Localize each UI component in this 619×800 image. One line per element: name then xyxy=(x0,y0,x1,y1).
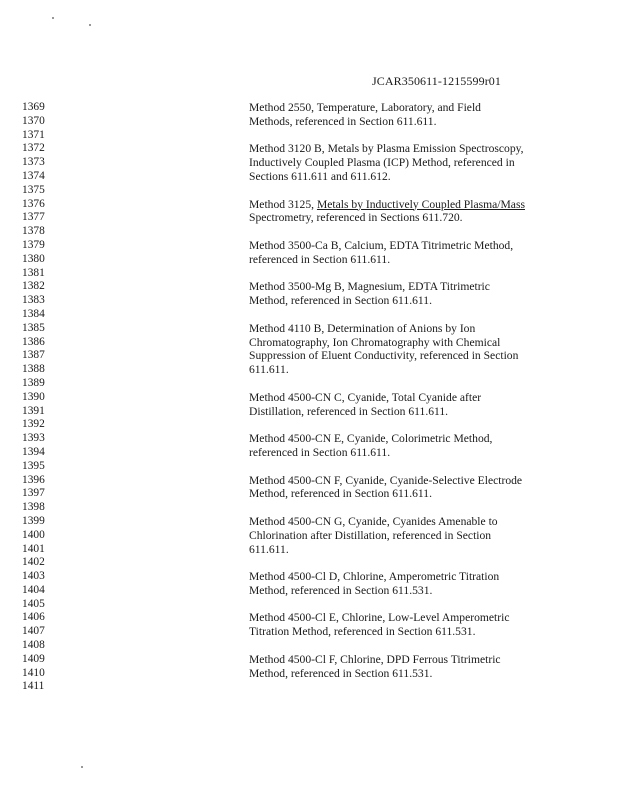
line-number: 1408 xyxy=(22,639,45,652)
method-entry xyxy=(249,239,549,267)
line-number: 1370 xyxy=(22,114,45,127)
line-number: 1376 xyxy=(22,197,45,210)
line-number: 1383 xyxy=(22,294,45,307)
line-number: 1393 xyxy=(22,432,45,445)
method-entry-line: Sections 611.611 and 611.612. xyxy=(249,169,391,183)
method-entry-line: Method 4500-CN G, Cyanide, Cyanides Amenable to xyxy=(249,514,498,528)
method-entry-line: Method 3500-Mg B, Magnesium, EDTA Titrimetric xyxy=(249,280,490,294)
method-entry-line: Method, referenced in Section 611.531. xyxy=(249,666,433,680)
method-entry xyxy=(249,474,549,502)
method-entry-line: Method 2550, Temperature, Laboratory, and Field xyxy=(249,101,481,114)
blank-line xyxy=(249,184,549,198)
method-entry-line: Method 4500-Cl F, Chlorine, DPD Ferrous Titrimetric xyxy=(249,652,501,666)
method-entry-line: referenced in Section 611.611. xyxy=(249,252,391,266)
line-number: 1388 xyxy=(22,363,45,376)
method-entry xyxy=(249,570,549,598)
line-number: 1395 xyxy=(22,459,45,472)
line-number: 1394 xyxy=(22,445,45,458)
line-number: 1373 xyxy=(22,156,45,169)
blank-line xyxy=(249,556,549,570)
blank-line xyxy=(249,418,549,432)
method-entry-line: Method 4500-CN F, Cyanide, Cyanide-Selective Electrode xyxy=(249,473,523,487)
method-entry xyxy=(249,101,549,129)
line-number: 1379 xyxy=(22,238,45,251)
blank-line xyxy=(249,598,549,612)
method-entry xyxy=(249,322,549,377)
method-entry xyxy=(249,653,549,681)
method-entry-line: Chromatography, Ion Chromatography with Chemical xyxy=(249,335,501,349)
method-entry xyxy=(249,432,549,460)
line-number: 1387 xyxy=(22,349,45,362)
scan-speck xyxy=(89,24,91,26)
line-number: 1378 xyxy=(22,225,45,238)
method-entry-line: Method 4500-CN E, Cyanide, Colorimetric Method, xyxy=(249,432,493,446)
method-entry xyxy=(249,142,549,183)
line-number: 1372 xyxy=(22,142,45,155)
method-entry-line: Distillation, referenced in Section 611.611. xyxy=(249,404,449,418)
method-entry xyxy=(249,611,549,639)
line-number: 1385 xyxy=(22,321,45,334)
method-entry-line: Suppression of Eluent Conductivity, referenced in Section xyxy=(249,349,519,363)
method-entry-line xyxy=(249,198,549,212)
line-number: 1400 xyxy=(22,528,45,541)
method-entry-line: Chlorination after Distillation, referenced in Section xyxy=(249,528,492,542)
blank-line xyxy=(249,267,549,281)
blank-line xyxy=(249,460,549,474)
line-number: 1391 xyxy=(22,404,45,417)
method-entry xyxy=(249,280,549,308)
line-number-column xyxy=(22,101,62,694)
blank-line xyxy=(249,639,549,653)
line-number: 1397 xyxy=(22,487,45,500)
line-number: 1382 xyxy=(22,280,45,293)
method-entry-line: Method 3120 B, Metals by Plasma Emission Spectroscopy, xyxy=(249,142,524,156)
method-entry-line: Method 4500-Cl E, Chlorine, Low-Level Amperometric xyxy=(249,611,510,625)
line-number: 1374 xyxy=(22,169,45,182)
method-entry-line: Method 4110 B, Determination of Anions by Ion xyxy=(249,321,476,335)
method-entry xyxy=(249,198,549,226)
underlined-text: Metals by Inductively Coupled Plasma/Mass xyxy=(316,197,525,211)
method-entry-line: Method 4500-CN C, Cyanide, Total Cyanide after xyxy=(249,390,482,404)
method-entry xyxy=(249,515,549,556)
line-number: 1375 xyxy=(22,183,45,196)
line-number: 1406 xyxy=(22,611,45,624)
line-number: 1381 xyxy=(22,266,45,279)
method-entry-line: Methods, referenced in Section 611.611. xyxy=(249,114,437,128)
method-entry-line: 611.611. xyxy=(249,542,289,556)
blank-line xyxy=(249,308,549,322)
line-number: 1403 xyxy=(22,570,45,583)
method-list xyxy=(249,101,549,694)
method-entry-line: Spectrometry, referenced in Sections 611.720. xyxy=(249,211,463,225)
line-number: 1410 xyxy=(22,666,45,679)
line-number: 1386 xyxy=(22,335,45,348)
blank-line xyxy=(249,680,549,694)
line-number: 1401 xyxy=(22,542,45,555)
scan-speck xyxy=(52,17,54,19)
line-number: 1398 xyxy=(22,501,45,514)
blank-line xyxy=(249,501,549,515)
line-number: 1369 xyxy=(22,101,45,113)
line-number: 1404 xyxy=(22,583,45,596)
line-number: 1409 xyxy=(22,652,45,665)
line-number: 1411 xyxy=(22,680,45,693)
method-entry-line: 611.611. xyxy=(249,363,289,377)
line-number: 1407 xyxy=(22,625,45,638)
line-number: 1405 xyxy=(22,597,45,610)
method-entry-line: referenced in Section 611.611. xyxy=(249,445,391,459)
blank-line xyxy=(249,129,549,143)
method-entry-line: Method 3500-Ca B, Calcium, EDTA Titrimetric Method, xyxy=(249,238,514,252)
document-id: JCAR350611-1215599r01 xyxy=(372,74,501,88)
method-entry xyxy=(249,391,549,419)
method-entry-line: Inductively Coupled Plasma (ICP) Method, referenced in xyxy=(249,156,515,170)
line-number: 1399 xyxy=(22,514,45,527)
line-number: 1377 xyxy=(22,211,45,224)
method-entry-line: Method, referenced in Section 611.611. xyxy=(249,294,432,308)
line-number: 1390 xyxy=(22,390,45,403)
line-number: 1396 xyxy=(22,473,45,486)
line-number: 1389 xyxy=(22,376,45,389)
entry-text: Method 3125, xyxy=(249,197,317,211)
method-entry-line: Titration Method, referenced in Section 611.531. xyxy=(249,625,476,639)
line-number: 1384 xyxy=(22,307,45,320)
line-number: 1380 xyxy=(22,252,45,265)
method-entry-line: Method, referenced in Section 611.611. xyxy=(249,487,432,501)
line-number: 1402 xyxy=(22,556,45,569)
blank-line xyxy=(249,377,549,391)
method-entry-line: Method 4500-Cl D, Chlorine, Amperometric Titration xyxy=(249,570,500,584)
scan-speck xyxy=(81,766,83,768)
blank-line xyxy=(249,225,549,239)
line-number: 1371 xyxy=(22,128,45,141)
line-number: 1392 xyxy=(22,418,45,431)
method-entry-line: Method, referenced in Section 611.531. xyxy=(249,583,433,597)
